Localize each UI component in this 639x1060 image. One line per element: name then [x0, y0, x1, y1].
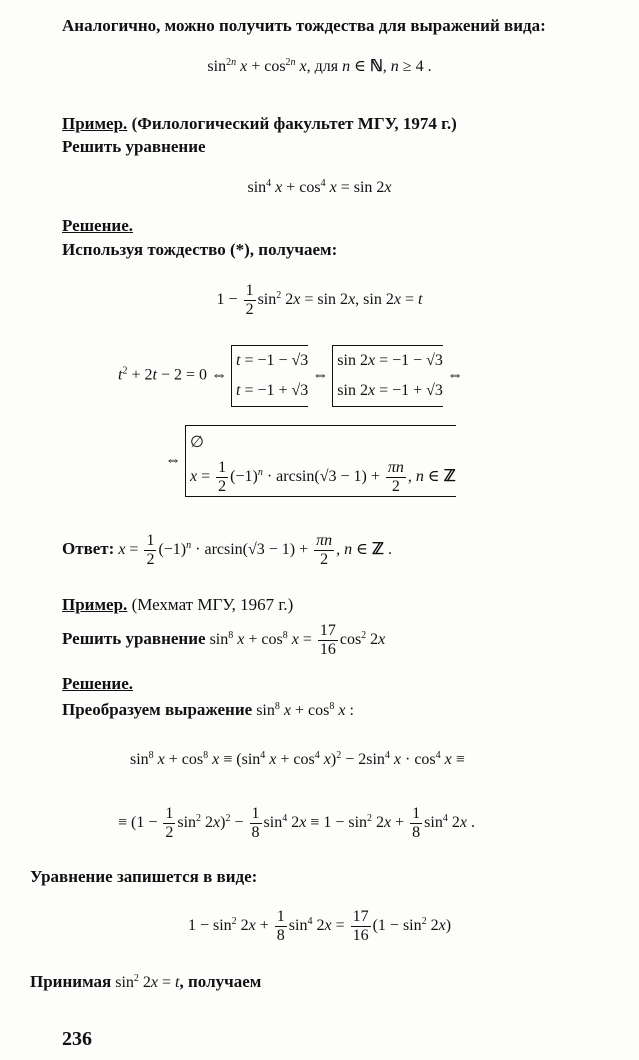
formula-equation2-rewritten: $1 - \sin^2 2x$ + $\frac{1}{8}$ $\sin^4 2x$ = $\frac{17}{16}$ $(1 - \sin^2 2x)$ — [187, 908, 452, 944]
example2-label: Пример. — [62, 595, 128, 614]
example2-source: (Мехмат МГУ, 1967 г.) — [131, 595, 294, 614]
solve-equation2-text: Решить уравнение — [62, 629, 206, 649]
formula-expansion1: $\sin^8 x + \cos^8 x \equiv (\sin^4$ $x + \cos^4 x)^2 - 2\sin^4$ $x \cdot \cos^4 x$ ≡ — [130, 750, 465, 768]
accepting-line: Принимая $\sin^2 2x = t$, получаем — [30, 972, 262, 991]
formula-equation1: $\sin^4 x + \cos^4 x = \sin 2x$ — [247, 178, 392, 196]
answer-label: Ответ: — [62, 539, 115, 559]
transform-line: Преобразуем выражение $\sin^8 x + \cos^8 x$ : — [62, 700, 354, 719]
intro-text: Аналогично, можно получить тождества для выражений вида: — [62, 16, 546, 35]
equation-written-text: Уравнение запишется в виде: — [30, 867, 258, 886]
example1-heading — [62, 114, 457, 134]
formula-quadratic-system: $t^2 + 2t - 2 = 0$ ⇔ t = −1 − √3 t = −1 + √3 ⇔ sin 2x = −1 − √3 sin 2x = −1 + √3 ⇔ — [118, 345, 463, 407]
example2-heading — [62, 595, 293, 615]
equation2-line: Решить уравнение $\sin^8 x + \cos^8 x$ = $\frac{17}{16}$ $\cos^2 2x$ — [62, 622, 386, 658]
formula-identity-general: $\sin^{2n} x + \cos^{2n} x$, для n ∈ ℕ, n ≥ 4 . — [207, 57, 432, 75]
solve-equation-text: Решить уравнение — [62, 137, 206, 156]
formula-substitution: 1 − $\frac{1}{2}$ $\sin^2 2x = \sin 2x$, sin 2x = t — [216, 282, 423, 318]
example1-source: (Филологический факультет МГУ, 1974 г.) — [131, 114, 457, 133]
page-number: 236 — [62, 1028, 92, 1050]
solution1-label: Решение. — [62, 216, 133, 235]
using-identity-text: Используя тождество (*), получаем: — [62, 240, 338, 259]
formula-solution-system: ⇔ ∅ x = $\frac{1}{2}$ $(-1)^n \cdot \arcsin(√3 - 1)$ + $\frac{\pi n}{2}$ , n ∈ ℤ — [165, 425, 456, 497]
transform-text: Преобразуем выражение — [62, 700, 253, 719]
formula-expansion2: ≡ (1 − $\frac{1}{2}$ $\sin^2 2x)^2$ − $\frac{1}{8}$ $\sin^4 2x \equiv 1 - \sin^2 2x$ + $\frac{1}{8}$ $\sin^4 2x$ . — [118, 805, 475, 841]
solution2-label: Решение. — [62, 674, 133, 693]
getting-text: , получаем — [179, 972, 262, 991]
accepting-text: Принимая — [30, 972, 112, 991]
answer1: Ответ: x = $\frac{1}{2}$ $(-1)^n \cdot \arcsin(√3 - 1)$ + $\frac{\pi n}{2}$ , n ∈ ℤ . — [62, 532, 392, 568]
example1-label: Пример. — [62, 114, 128, 133]
